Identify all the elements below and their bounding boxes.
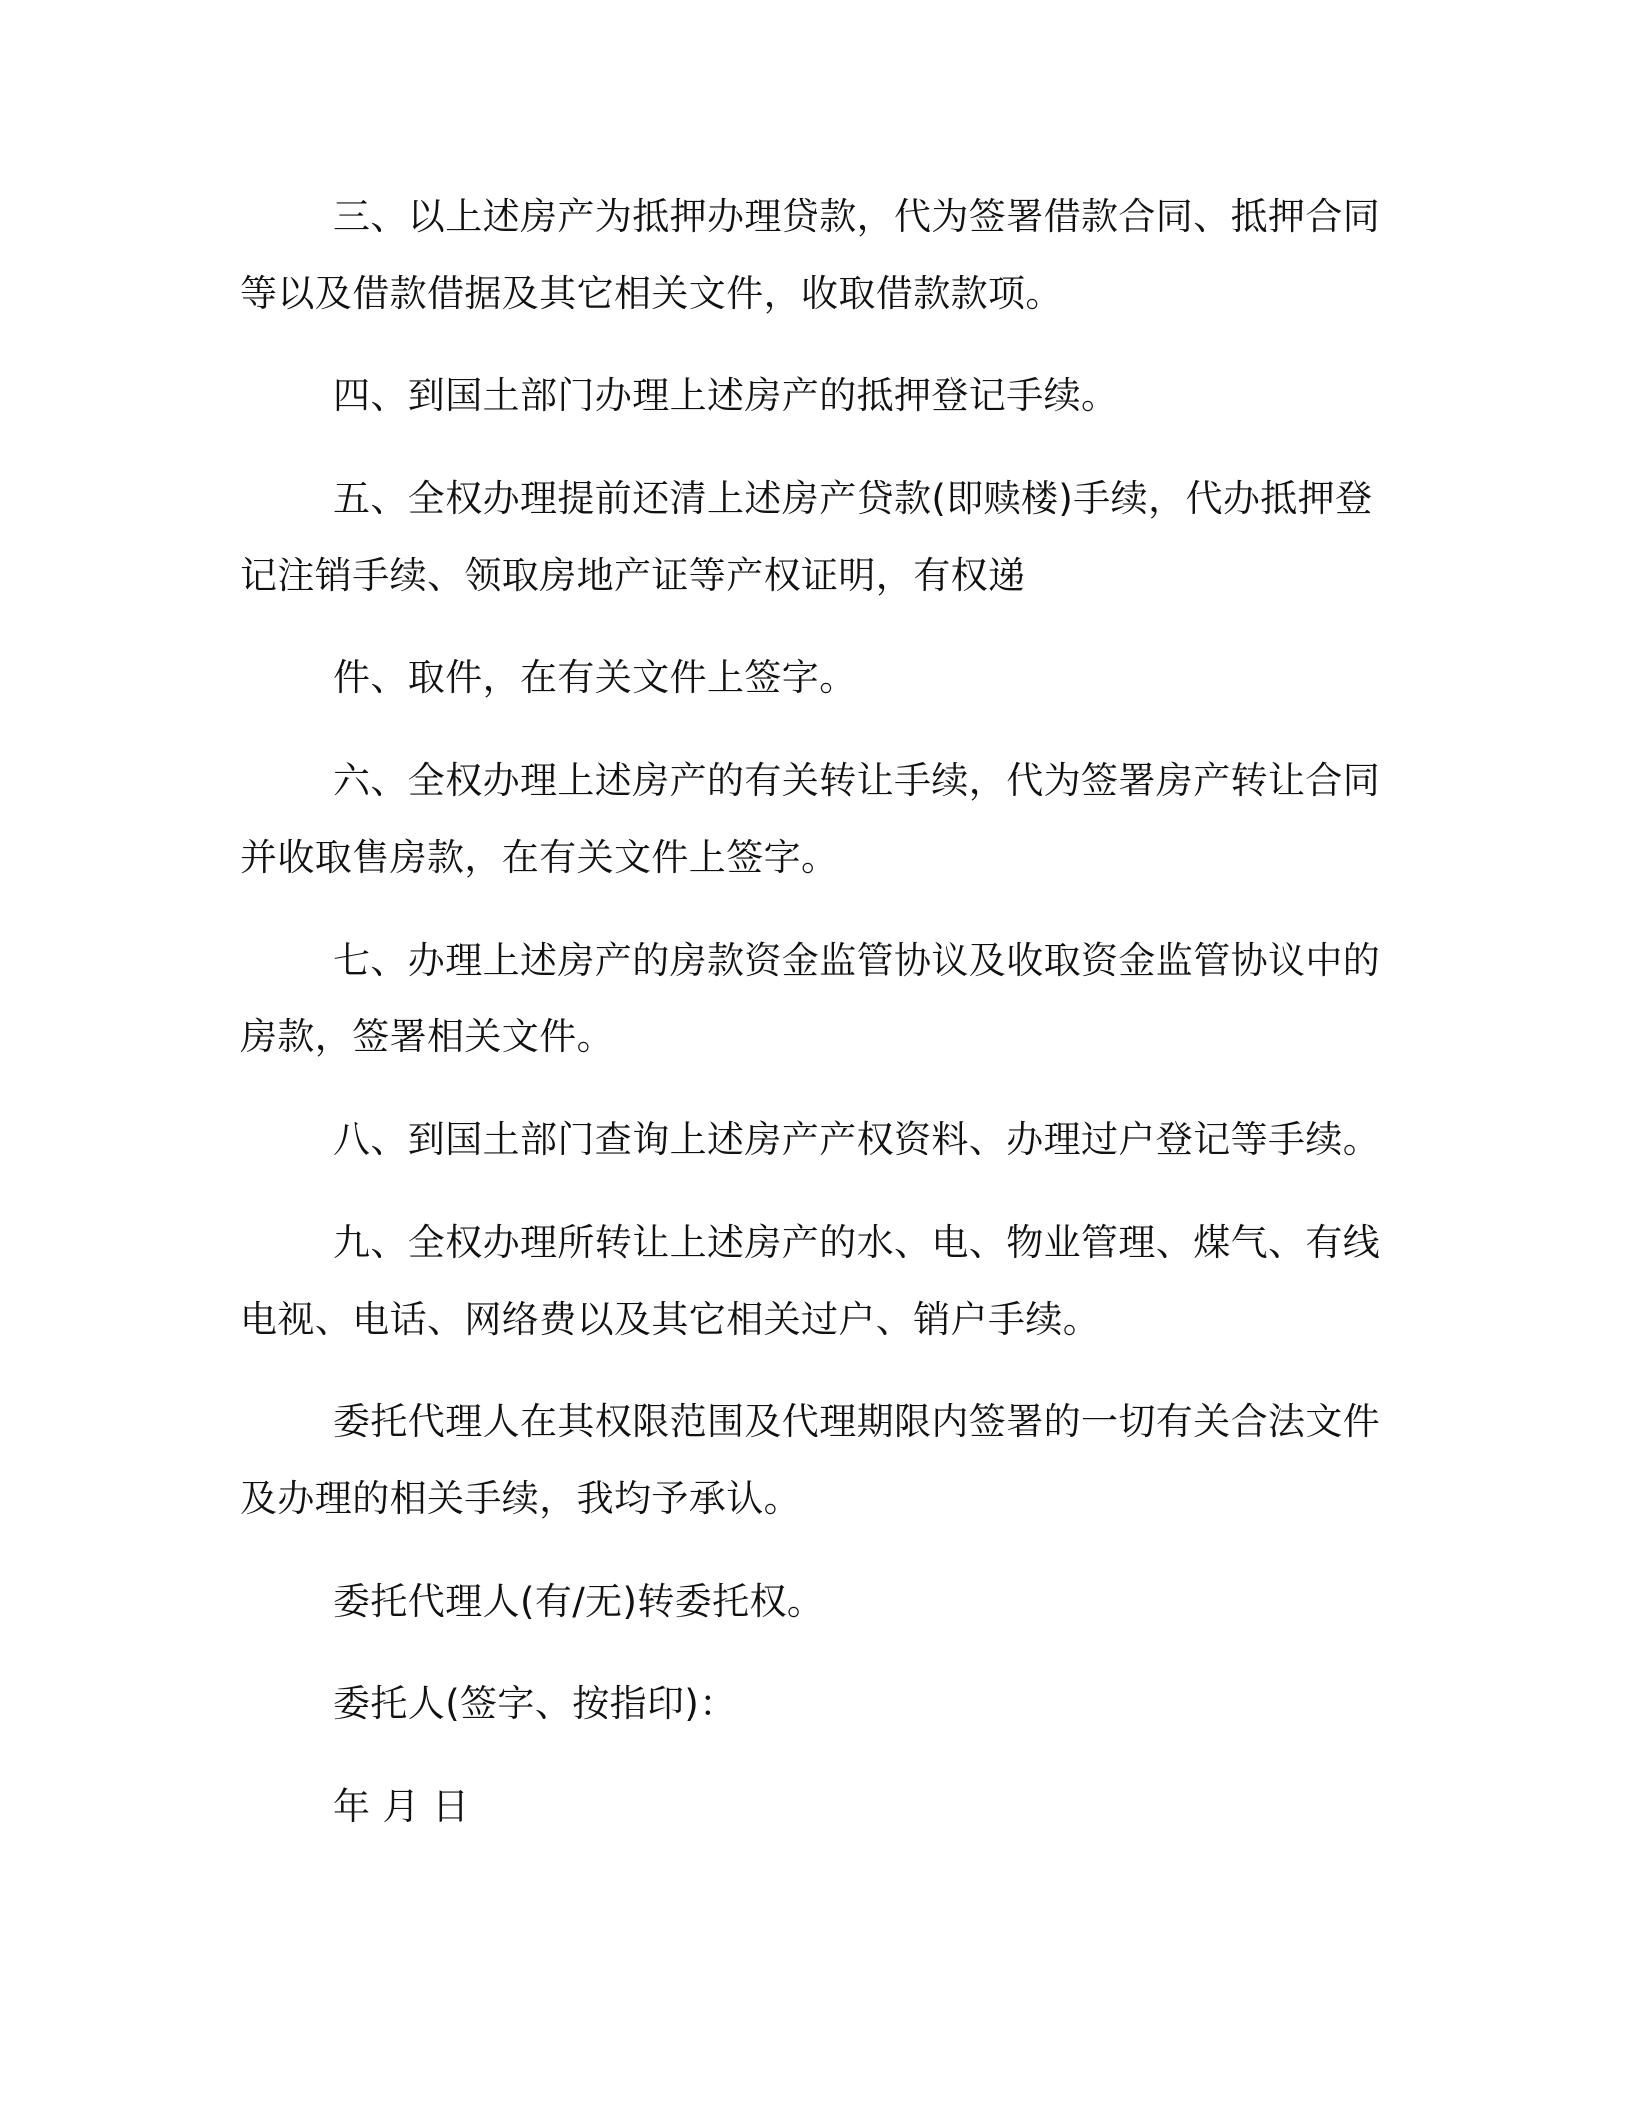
paragraph-6-line-1: 六、全权办理上述房产的有关转让手续，代为签署房产转让合同: [333, 759, 1381, 802]
acknowledgement-line-2: 及办理的相关手续，我均予承认。: [240, 1477, 801, 1520]
paragraph-8-line-1: 八、到国土部门查询上述房产产权资料、办理过户登记等手续。: [333, 1118, 1381, 1161]
principal-signature-line: 委托人(签字、按指印)：: [333, 1682, 737, 1725]
paragraph-3-line-1: 三、以上述房产为抵押办理贷款，代为签署借款合同、抵押合同: [333, 195, 1381, 238]
paragraph-9-line-2: 电视、电话、网络费以及其它相关过户、销户手续。: [240, 1298, 1101, 1341]
paragraph-7-line-2: 房款，签署相关文件。: [240, 1015, 614, 1058]
date-line: 年 月 日: [333, 1785, 470, 1828]
paragraph-4-line-1: 四、到国土部门办理上述房产的抵押登记手续。: [333, 374, 1119, 417]
paragraph-5-continuation: 件、取件，在有关文件上签字。: [333, 656, 857, 699]
paragraph-3-line-2: 等以及借款借据及其它相关文件，收取借款款项。: [240, 272, 1063, 315]
paragraph-5-line-1: 五、全权办理提前还清上述房产贷款(即赎楼)手续，代办抵押登: [333, 477, 1373, 520]
acknowledgement-line-1: 委托代理人在其权限范围及代理期限内签署的一切有关合法文件: [333, 1400, 1381, 1443]
paragraph-7-line-1: 七、办理上述房产的房款资金监管协议及收取资金监管协议中的: [333, 939, 1381, 982]
paragraph-9-line-1: 九、全权办理所转让上述房产的水、电、物业管理、煤气、有线: [333, 1221, 1381, 1264]
subdelegation-line: 委托代理人(有/无)转委托权。: [333, 1580, 825, 1623]
paragraph-5-line-2: 记注销手续、领取房地产证等产权证明，有权递: [240, 554, 1026, 597]
paragraph-6-line-2: 并收取售房款，在有关文件上签字。: [240, 836, 839, 879]
